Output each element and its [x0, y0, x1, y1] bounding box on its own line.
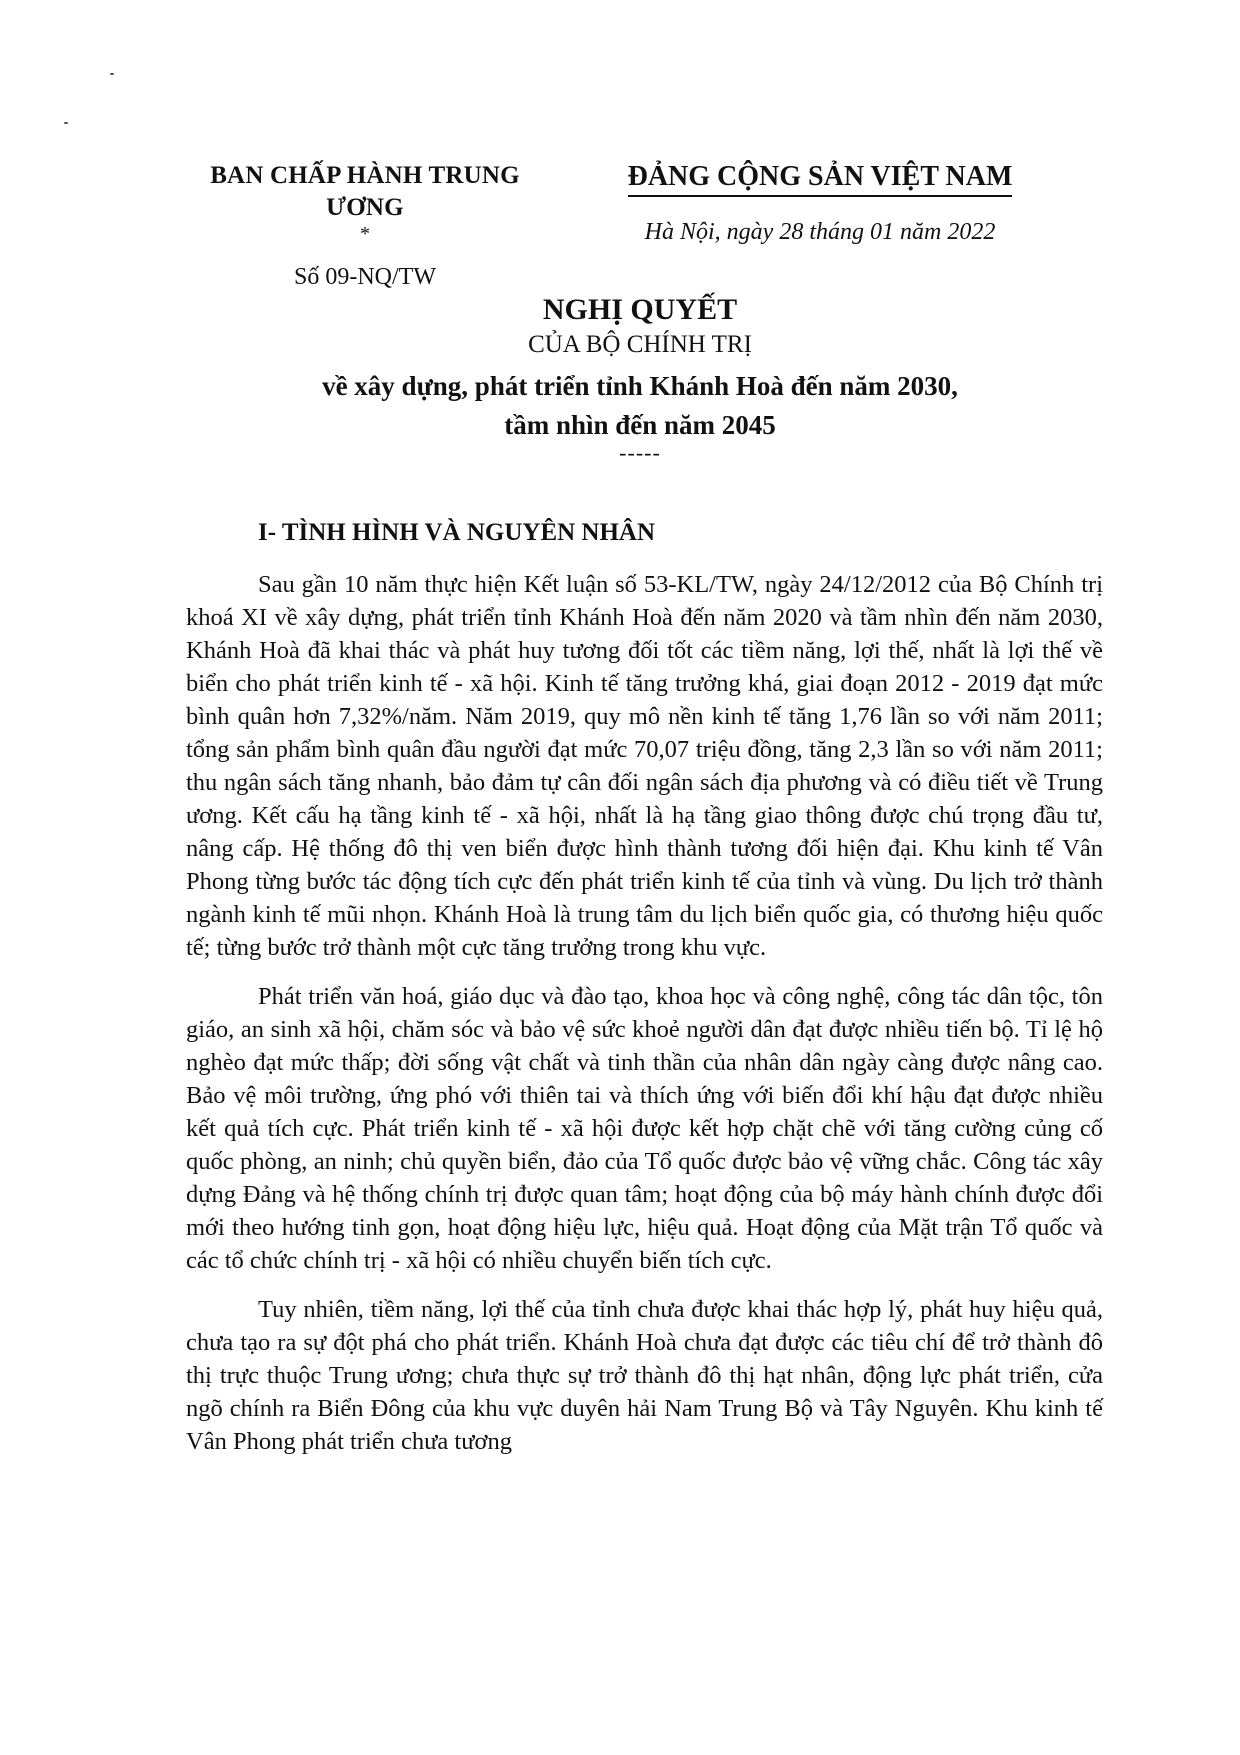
document-type-title: NGHỊ QUYẾT [542, 293, 738, 326]
place-date: Hà Nội, ngày 28 tháng 01 năm 2022 [644, 219, 996, 245]
body-text [186, 568, 1103, 1474]
issuing-body-block [175, 160, 555, 292]
party-block [625, 160, 1015, 247]
paragraph: Phát triển văn hoá, giáo dục và đào tạo, khoa học và công nghệ, công tác dân tộc, tôn giáo, an sinh xã hội, chăm sóc và bảo vệ sức khoẻ người dân đạt được nhiều tiến bộ. Tỉ lệ hộ nghèo đạt mức thấp; đời sống vật chất và tinh thần của nhân dân ngày càng được nâng cao. Bảo vệ môi trường, ứng phó với thiên tai và thích ứng với biến đổi khí hậu đạt được nhiều kết quả tích cực. Phát triển kinh tế - xã hội được kết hợp chặt chẽ với tăng cường củng cố quốc phòng, an ninh; chủ quyền biển, đảo của Tổ quốc được bảo vệ vững chắc. Công tác xây dựng Đảng và hệ thống chính trị được quan tâm; hoạt động của bộ máy hành chính được đổi mới theo hướng tinh gọn, hoạt động hiệu lực, hiệu quả. Hoạt động của Mặt trận Tổ quốc và các tổ chức chính trị - xã hội có nhiều chuyển biến tích cực. [186, 983, 1103, 1274]
paragraph: Tuy nhiên, tiềm năng, lợi thế của tỉnh chưa được khai thác hợp lý, phát huy hiệu quả, chưa tạo ra sự đột phá cho phát triển. Khánh Hoà chưa đạt được các tiêu chí để trở thành đô thị trực thuộc Trung ương; chưa thực sự trở thành đô thị hạt nhân, động lực phát triển, cửa ngõ chính ra Biển Đông của khu vực duyên hải Nam Trung Bộ và Tây Nguyên. Khu kinh tế Vân Phong phát triển chưa tương [186, 1296, 1103, 1455]
section-heading: I- TÌNH HÌNH VÀ NGUYÊN NHÂN [258, 519, 656, 546]
issuing-organization: BAN CHẤP HÀNH TRUNG ƯƠNG [210, 162, 520, 221]
document-subject-line1: về xây dựng, phát triển tỉnh Khánh Hoà đến năm 2030, [322, 371, 958, 401]
document-title-block [140, 290, 1140, 464]
document-issuer: CỦA BỘ CHÍNH TRỊ [528, 331, 752, 358]
paragraph: Sau gần 10 năm thực hiện Kết luận số 53-KL/TW, ngày 24/12/2012 của Bộ Chính trị khoá XI về xây dựng, phát triển tỉnh Khánh Hoà đến năm 2020 và tầm nhìn đến năm 2030, Khánh Hoà đã khai thác và phát huy tương đối tốt các tiềm năng, lợi thế, nhất là lợi thế về biển cho phát triển kinh tế - xã hội. Kinh tế tăng trưởng khá, giai đoạn 2012 - 2019 đạt mức bình quân hơn 7,32%/năm. Năm 2019, quy mô nền kinh tế tăng 1,76 lần so với năm 2011; tổng sản phẩm bình quân đầu người đạt mức 70,07 triệu đồng, tăng 2,3 lần so với năm 2011; thu ngân sách tăng nhanh, bảo đảm tự cân đối ngân sách địa phương và có điều tiết về Trung ương. Kết cấu hạ tầng kinh tế - xã hội, nhất là hạ tầng giao thông được chú trọng đầu tư, nâng cấp. Hệ thống đô thị ven biển được hình thành tương đối hiện đại. Khu kinh tế Vân Phong từng bước tác động tích cực đến phát triển kinh tế của tỉnh và vùng. Du lịch trở thành ngành kinh tế mũi nhọn. Khánh Hoà là trung tâm du lịch biển quốc gia, có thương hiệu quốc tế; từng bước trở thành một cực tăng trưởng trong khu vực. [186, 571, 1103, 961]
title-divider: ----- [619, 440, 661, 465]
party-name: ĐẢNG CỘNG SẢN VIỆT NAM [628, 160, 1013, 197]
separator-star: * [360, 223, 370, 245]
scan-speck [64, 122, 68, 124]
scan-speck [110, 73, 114, 75]
document-number: Số 09-NQ/TW [294, 264, 436, 290]
document-subject-line2: tầm nhìn đến năm 2045 [504, 410, 776, 440]
